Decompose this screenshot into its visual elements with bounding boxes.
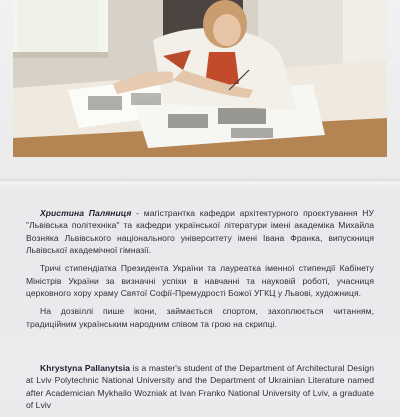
portrait-photo	[13, 0, 387, 157]
bio-english	[26, 362, 374, 417]
bio-en-intro: is a master's student of the Department of Architectural Design at Lviv Polytechnic National University and the Department of Ukrainian Literature named after Academician Mykhailo Wozniak at Ivan Franko National University of Lviv, a graduate of Lviv	[26, 363, 374, 410]
bio-uk-hobbies: На дозвіллі пише ікони, займається спортом, захоплюється читанням, традиційним українським народним співом та грою на скрипці.	[26, 306, 374, 329]
bio-uk-awards: Тричі стипендіатка Президента України та лауреатка іменної стипендії Кабінету Міністрів України за визначні успіхи в навчанні та науковій роботі, учасниця церковного хору храму Святої Софії-Премудрості Божої УГКЦ у Львові, художниця.	[26, 263, 374, 298]
bio-uk-intro: - магістрантка кафедри архітектурного проєктування НУ "Львівська політехніка" та кафедри української літератури імені академіка Михайла Возняка Львівського національного університету імені Івана Франка, випускниця Львівської академічної гімназії.	[26, 208, 375, 255]
bio-en-intro-paragraph	[26, 362, 374, 411]
bio-uk-name: Христина Паляниця	[40, 208, 132, 218]
photo-illustration	[13, 0, 387, 157]
bio-ukrainian	[26, 207, 374, 336]
bio-en-name: Khrystyna Pallanytsia	[40, 363, 131, 373]
bio-uk-intro-paragraph	[26, 207, 374, 256]
fold-shadow	[0, 176, 400, 186]
